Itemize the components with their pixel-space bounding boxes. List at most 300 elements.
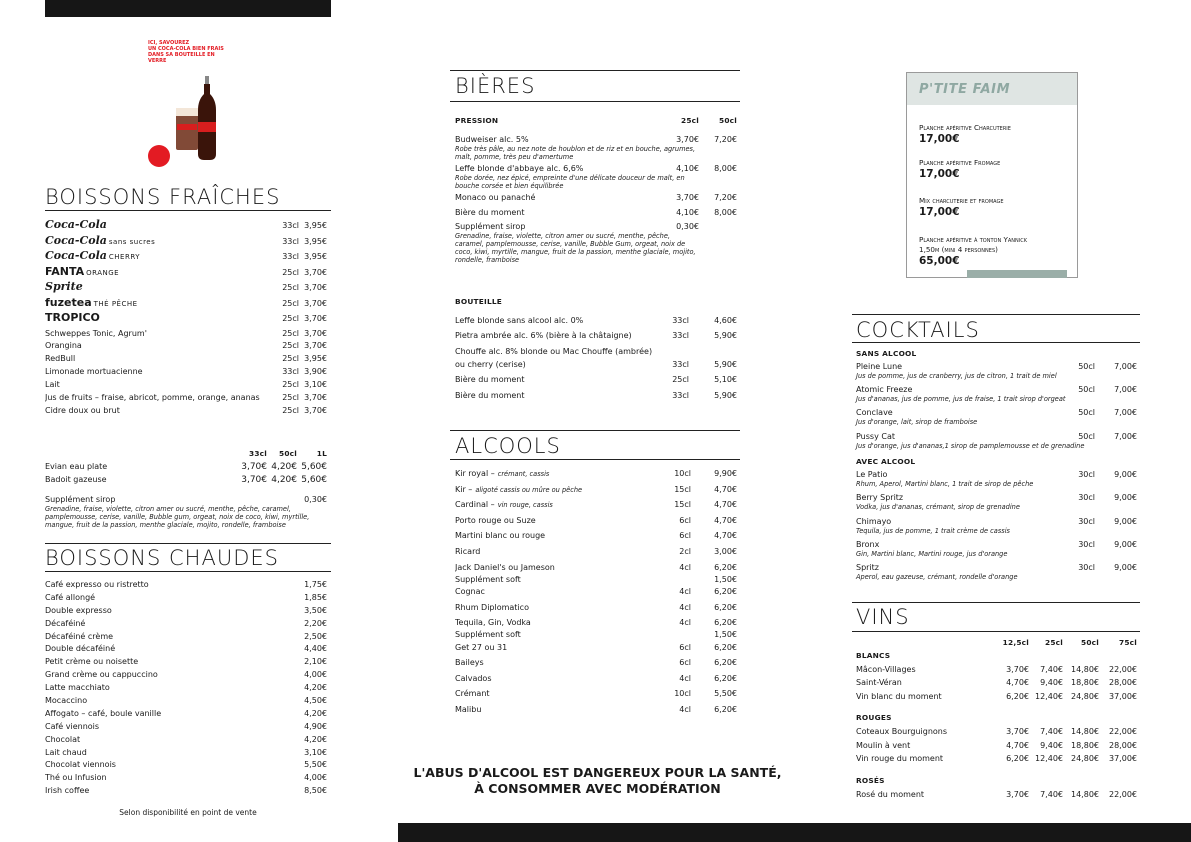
drink-name [45,266,271,279]
alcohol-label: Kir – [455,484,473,494]
water-header-33: 33cl [249,449,267,458]
hot-drink-row [45,682,327,695]
wine-price-75: 22,00€ [1109,664,1137,674]
wine-row [856,740,1137,754]
pression-header [455,115,737,128]
wine-price-50: 14,80€ [1071,789,1099,799]
alcohol-size: 4cl [679,562,691,572]
drink-row [45,353,327,366]
water-name: Evian eau plate [45,461,108,471]
hot-drink-name: Petit crème ou noisette [45,657,139,667]
alcohol-size: 6cl [679,642,691,652]
alcohol-price: 6,20€ [714,618,737,628]
drink-size: 25cl [282,267,299,277]
alcohol-price: 4,70€ [714,484,737,494]
drink-name [45,297,271,310]
drink-row [45,312,327,328]
wine-row [856,691,1137,705]
cocktail-name: Le Patio [856,469,888,479]
drink-row [45,366,327,379]
alcohol-label: Rhum Diplomatico [455,602,529,612]
ptite-faim-title: P'TITE FAIM [919,82,1011,97]
alcohol-price: 4,70€ [714,515,737,525]
section-divider [450,101,740,102]
alcohol-label: Kir royal – [455,469,495,478]
alcohol-name [455,484,655,495]
drink-size: 25cl [282,405,299,415]
hot-drink-row [45,695,327,708]
ad-tagline: ICI, SAVOUREZ UN COCA-COLA BIEN FRAIS DANS SA BOUTEILLE EN VERRE [148,40,224,64]
snack-name: Mix charcuterie et fromage [919,196,1004,205]
alcohol-row [455,688,737,704]
wine-price-50: 24,80€ [1071,691,1099,701]
spacer [856,704,1137,712]
vins-title: VINS [856,605,910,629]
hot-drink-price: 4,20€ [304,683,327,693]
snack-item [919,123,1069,145]
wine-price-125: 3,70€ [1006,789,1029,799]
drink-label: Orangina [45,341,82,351]
hot-drink-name: Mocaccino [45,696,88,706]
drink-row [45,281,327,297]
beer-price-50: 7,20€ [714,134,737,144]
alcohol-price: 4,70€ [714,531,737,541]
hot-drink-price: 5,50€ [304,760,327,770]
cocktail-row [856,469,1137,480]
cocktail-row [856,516,1137,527]
alcohol-label: Supplément soft [455,630,521,640]
alcohol-label: Get 27 ou 31 [455,642,508,652]
beer-price-25: 3,70€ [676,134,699,144]
beer-price-25: 4,10€ [676,207,699,217]
alcohol-row [455,673,737,689]
snack-extra: 1,50m (mini 4 personnes) [919,245,998,254]
cocktail-group-label [856,456,1137,469]
bottle-size: 33cl [672,359,689,369]
beer-description: Robe très pâle, au nez note de houblon et de riz et en bouche, agrumes, malt, pomme, très peu d'amertume [455,144,696,161]
drink-size: 25cl [282,298,299,308]
alcohol-name [455,530,655,541]
drink-name [45,235,271,248]
boissons-chaudes-title: BOISSONS CHAUDES [45,546,279,570]
sirop-block [45,494,327,529]
cocktails-block [856,348,1137,585]
beer-name: Bière du moment [455,207,525,217]
hot-drink-name: Café expresso ou ristretto [45,580,149,589]
drink-row [45,266,327,282]
wine-row [856,753,1137,767]
alcohol-row [455,586,737,602]
wine-group-label: ROUGES [856,713,892,723]
alcohol-price: 6,20€ [714,642,737,652]
wine-name: Mâcon-Villages [856,664,916,674]
beer-price-50: 8,00€ [714,207,737,217]
hot-drink-price: 2,10€ [304,657,327,667]
cocktail-price: 9,00€ [1114,563,1137,573]
hot-drink-price: 2,20€ [304,618,327,628]
brand-suffix: ORANGE [86,268,120,277]
drink-name [45,328,271,339]
wine-name: Vin rouge du moment [856,754,944,764]
alcohol-price: 6,20€ [714,673,737,683]
drink-name [45,250,271,263]
sirop-description: Grenadine, fraise, violette, citron amer ou sucré, menthe, pêche, caramel, pamplemousse, cerise, vanille, Bubble gum, orgeat, noix de coco, kiwi, myrtille, mangue, fruit de la passion, menthe glaciale, mojito, rondelle, framboise [45,504,310,529]
hot-drink-row [45,579,327,592]
brand-logo: TROPICO [45,312,100,324]
cocktail-price: 7,00€ [1114,385,1137,395]
hot-drink-row [45,618,327,631]
wine-group-label: BLANCS [856,650,891,660]
hot-drink-name: Café viennois [45,721,100,731]
cocktail-size: 30cl [1078,493,1095,503]
section-divider [45,210,331,211]
cocktail-description: Jus d'orange, jus d'ananas,1 sirop de pamplemousse et de grenadine [856,441,1085,450]
hot-drink-name: Irish coffee [45,786,90,796]
hot-drink-price: 4,90€ [304,721,327,731]
beer-price-50: 8,00€ [714,163,737,173]
water-name: Badoit gazeuse [45,474,107,484]
drink-name [45,366,271,377]
spacer [455,264,737,266]
drink-name [45,219,271,231]
bottle-row [455,374,737,390]
bottle-name: Bière du moment [455,390,525,400]
hot-drink-name: Chocolat viennois [45,760,116,770]
beer-price-25: 0,30€ [676,222,699,232]
drink-name [45,281,271,293]
wine-price-125: 6,20€ [1006,691,1029,701]
cocktail-description: Jus de pomme, jus de cranberry, jus de citron, 1 trait de miel [856,371,1057,380]
hot-drink-name: Décaféiné [45,618,86,628]
alcohol-price: 1,50€ [714,574,737,584]
bottle-row [455,330,737,346]
alcohol-price: 6,20€ [714,704,737,714]
alcohol-label: Ricard [455,546,481,556]
wine-price-75: 28,00€ [1109,740,1137,750]
cocktail-price: 7,00€ [1114,361,1137,371]
wine-header [856,637,1137,650]
drink-size: 25cl [282,341,299,351]
alcohol-label: Tequila, Gin, Vodka [455,618,531,628]
drink-price: 3,70€ [304,341,327,351]
bouteille-label: BOUTEILLE [455,297,503,306]
wine-header-75: 75cl [1119,638,1137,647]
hot-drink-name: Décaféiné crème [45,631,114,641]
alcohol-size: 6cl [679,515,691,525]
alcohol-label: Cognac [455,586,485,596]
bottle-name: Pietra ambrée alc. 6% (bière à la châtaigne) [455,331,632,341]
drink-name [45,312,271,324]
drink-row [45,379,327,392]
alcohol-row [455,562,737,574]
bottle-price: 5,90€ [714,390,737,400]
alcohol-name [455,704,655,715]
drink-price: 3,95€ [304,252,327,261]
drink-label: Jus de fruits – fraise, abricot, pomme, orange, ananas [45,392,260,402]
alcohol-name [455,673,655,684]
alcohol-size: 6cl [679,658,691,668]
section-divider [450,459,740,460]
bottle-size: 33cl [672,331,689,341]
cocktail-price: 9,00€ [1114,469,1137,479]
drink-row [45,328,327,341]
bottle-name: Leffe blonde sans alcool alc. 0% [455,315,584,325]
alcohol-name [455,546,655,557]
water-price-33: 3,70€ [241,474,267,485]
alcohol-label: Cardinal – [455,500,495,510]
boissons-chaudes-list [45,579,327,798]
alcohol-name [455,657,655,668]
section-divider [852,314,1140,315]
beer-row [455,207,737,220]
cocktail-price: 9,00€ [1114,539,1137,549]
wine-price-50: 14,80€ [1071,727,1099,737]
beer-row [455,192,737,205]
wine-price-25: 12,40€ [1035,754,1063,764]
drink-price: 3,95€ [304,354,327,364]
cocktail-price: 9,00€ [1114,516,1137,526]
alcohol-name [455,586,655,597]
cocktail-row [856,407,1137,418]
cocktail-row [856,384,1137,395]
alcohol-row [455,704,737,720]
alcohol-row [455,617,737,629]
alcohol-price: 6,20€ [714,658,737,668]
drink-price: 3,95€ [304,236,327,246]
drink-size: 25cl [282,354,299,364]
beer-name: Monaco ou panaché [455,192,536,202]
snack-name: Planche apéritive Fromage [919,158,1001,167]
cocktail-description: Aperol, eau gazeuse, crémant, rondelle d'orange [856,573,1018,582]
section-divider [45,571,331,572]
hot-drink-row [45,721,327,734]
beer-price-25: 3,70€ [676,192,699,202]
brand-logo: fuzetea [45,296,92,309]
hot-drink-name: Double expresso [45,605,112,615]
wine-name: Coteaux Bourguignons [856,727,948,737]
snack-name: Planche apéritive Charcuterie [919,123,1011,132]
boissons-fraiches-title: BOISSONS FRAÎCHES [45,185,281,209]
alcohol-label: Crémant [455,689,490,699]
wine-row [856,789,1137,803]
alcohol-size: 10cl [674,689,691,699]
coca-cola-advert [142,40,230,162]
cocktail-row [856,492,1137,503]
hot-drink-price: 1,85€ [304,592,327,602]
cocktail-name: Atomic Freeze [856,385,913,395]
alcohol-row [455,530,737,546]
cocktail-description: Tequila, jus de pomme, 1 trait crème de cassis [856,526,1010,535]
alcohol-size: 4cl [679,586,691,596]
brand-suffix: sans sucres [108,237,156,246]
hot-drink-name: Café allongé [45,592,96,602]
alcohol-size: 10cl [674,469,691,478]
bieres-title: BIÈRES [455,74,536,98]
alcohol-price: 4,70€ [714,500,737,510]
hot-drink-name: Latte macchiato [45,683,110,693]
cocktail-row [856,361,1137,372]
wine-price-125: 4,70€ [1006,740,1029,750]
bottle-row [455,359,737,375]
water-price-1l: 5,60€ [301,474,327,485]
drink-price: 3,70€ [304,392,327,402]
beer-name: Budweiser alc. 5% [455,134,529,144]
water-price-1l: 5,60€ [301,461,327,472]
section-divider [852,602,1140,603]
cocktail-size: 50cl [1078,361,1095,371]
cocktail-description: Gin, Martini blanc, Martini rouge, jus d'orange [856,549,1008,558]
drink-price: 3,10€ [304,380,327,390]
hot-drink-row [45,772,327,785]
beer-description: Grenadine, fraise, violette, citron amer ou sucré, menthe, pêche, caramel, pamplemousse, cerise, vanille, Bubble Gum, orgeat, noix de coco, kiwi, myrtille, mangue, fruit de la passion, menthe glaciale, mojito, rondelle, framboise [455,232,696,265]
bottle-size: 25cl [672,375,689,385]
brand-logo: FANTA [45,265,85,278]
alcohol-note: vin rouge, cassis [497,501,553,510]
snack-price: 65,00€ [919,255,960,267]
cocktail-description: Vodka, jus d'ananas, crémant, sirop de grenadine [856,503,1020,512]
wine-group-label [856,775,1137,789]
wine-price-50: 24,80€ [1071,754,1099,764]
wine-name: Moulin à vent [856,740,911,750]
snack-name: Planche apéritive à tonton Yannick [919,235,1028,244]
drink-label: Cidre doux ou brut [45,405,120,415]
hot-drink-row [45,734,327,747]
drink-row [45,250,327,266]
drink-name [45,340,271,351]
cocktail-row [856,562,1137,573]
wine-name: Vin blanc du moment [856,691,942,701]
alcohol-name [455,617,655,628]
alcohol-note: crémant, cassis [497,470,550,478]
wine-price-125: 6,20€ [1006,754,1029,764]
alcohol-name [455,515,655,526]
hot-drink-row [45,605,327,618]
alcohol-size: 15cl [674,484,691,494]
alcohol-warning: L'ABUS D'ALCOOL EST DANGEREUX POUR LA SANTÉ, À CONSOMMER AVEC MODÉRATION [413,765,782,796]
drink-size: 25cl [282,314,299,323]
cocktail-row [856,431,1137,442]
top-black-bar [45,0,331,17]
pression-block [455,115,737,266]
alcohol-row [455,602,737,618]
alcohol-price: 6,20€ [714,602,737,612]
section-divider [852,342,1140,343]
drink-size: 33cl [282,367,299,377]
section-divider [450,70,740,71]
cocktail-name: Bronx [856,539,880,549]
alcohol-label: Martini blanc ou rouge [455,531,546,541]
availability-footnote: Selon disponibilité en point de vente [119,808,257,817]
bottle-price: 4,60€ [714,315,737,325]
drink-price: 3,70€ [304,283,327,292]
beer-price-50: 7,20€ [714,192,737,202]
cocktail-price: 7,00€ [1114,408,1137,418]
wine-price-25: 7,40€ [1040,789,1063,799]
hot-drink-row [45,592,327,605]
wine-group-label: ROSÉS [856,775,885,785]
water-price-50: 4,20€ [271,461,297,472]
hot-drink-price: 4,40€ [304,644,327,654]
hot-drink-price: 4,20€ [304,708,327,718]
sirop-price: 0,30€ [304,495,327,504]
alcohol-label: Calvados [455,673,492,683]
brand-suffix: THÉ PÊCHE [93,299,138,308]
brand-logo: Coca-Cola [45,250,107,262]
alcohol-size: 4cl [679,673,691,683]
cocktail-size: 30cl [1078,563,1095,573]
cocktail-size: 30cl [1078,539,1095,549]
wine-price-50: 18,80€ [1071,740,1099,750]
drink-size: 33cl [282,221,299,230]
alcohol-row [455,629,737,641]
hot-drink-row [45,759,327,772]
drink-row [45,235,327,251]
snack-price: 17,00€ [919,168,960,180]
drink-size: 25cl [282,283,299,292]
alcohol-name [455,562,655,573]
section-divider [45,543,331,544]
hot-drink-name: Thé ou Infusion [45,773,107,783]
alcohol-name [455,642,655,653]
alcohol-row [455,574,737,586]
alcohol-price: 3,00€ [714,546,737,556]
drink-label: Lait [45,380,60,390]
wine-row [856,726,1137,740]
bottom-black-bar [398,823,1191,842]
hot-drink-name: Grand crème ou cappuccino [45,670,158,680]
drink-name [45,392,271,403]
ptite-faim-tab [967,270,1067,278]
bottle-size: 33cl [672,315,689,325]
snack-item [919,158,1069,180]
wine-price-50: 18,80€ [1071,678,1099,688]
beer-name: Leffe blonde d'abbaye alc. 6,6% [455,163,584,173]
alcohol-size: 4cl [679,602,691,612]
bottle-price: 5,90€ [714,359,737,369]
hot-drink-price: 4,00€ [304,670,327,680]
pression-header-50: 50cl [719,116,737,125]
alcohol-size: 4cl [679,704,691,714]
hot-drink-row [45,747,327,760]
drink-price: 3,70€ [304,267,327,277]
ptite-faim-box [906,72,1078,278]
bottle-row [455,390,737,406]
bouteille-header [455,296,737,309]
brand-logo: Coca-Cola [45,219,107,231]
hot-drink-price: 2,50€ [304,631,327,641]
hot-drink-name: Double décaféiné [45,644,116,654]
drink-size: 25cl [282,380,299,390]
pression-header-25: 25cl [681,116,699,125]
bottle-name: Bière du moment [455,375,525,385]
alcohol-size: 2cl [679,546,691,556]
cocktails-title: COCKTAILS [856,318,980,342]
beer-description: Robe dorée, nez épicé, empreinte d'une délicate douceur de malt, en bouche corsée et bien équilibrée [455,173,685,190]
wine-row [856,677,1137,691]
cocktail-group-label: AVEC ALCOOL [856,457,916,467]
hot-drink-price: 8,50€ [304,786,327,796]
wine-header-125: 12,5cl [1002,638,1029,647]
hot-drink-row [45,643,327,656]
drink-size: 33cl [282,252,299,261]
wine-price-50: 14,80€ [1071,664,1099,674]
hot-drink-price: 4,00€ [304,773,327,783]
hot-drink-name: Chocolat [45,734,81,744]
water-table [45,448,327,487]
cocktail-name: Chimayo [856,516,892,526]
alcohol-price: 5,50€ [714,689,737,699]
alcohol-row [455,499,737,515]
